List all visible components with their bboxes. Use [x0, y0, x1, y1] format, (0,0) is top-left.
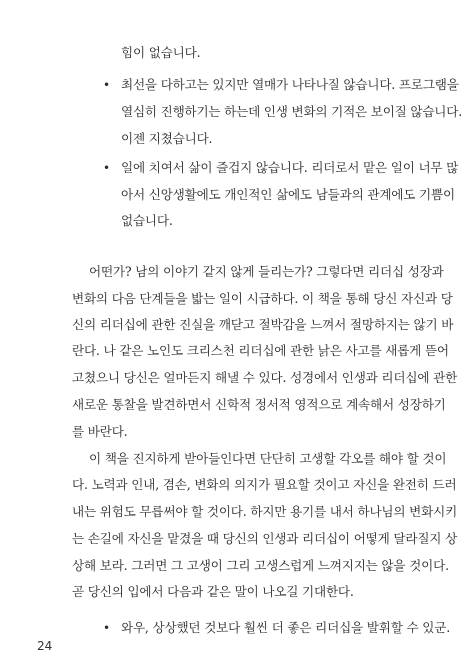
bullet-item-line: 일에 치여서 삶이 즐겁지 않습니다. 리더로서 맡은 일이 너무 많: [121, 159, 459, 175]
bullet-item-line: 열심히 진행하기는 하는데 인생 변화의 기적은 보이질 않습니다.: [121, 104, 462, 120]
page-number: 24: [37, 639, 53, 653]
paragraph-line: 새로운 통찰을 발견하면서 신학적 정서적 영적으로 계속해서 성장하기: [72, 396, 446, 412]
bullet-continuation-line: 힘이 없습니다.: [121, 44, 201, 60]
bullet-marker: •: [103, 78, 111, 93]
paragraph-line: 다. 노력과 인내, 겸손, 변화의 의지가 필요할 것이고 자신을 완전히 드러: [72, 477, 457, 493]
paragraph-line: 어떤가? 남의 이야기 같지 않게 들리는가? 그렇다면 리더십 성장과: [89, 263, 444, 279]
paragraph-line: 변화의 다음 단계들을 밟는 일이 시급하다. 이 책을 통해 당신 자신과 당: [72, 290, 453, 306]
paragraph-line: 이 책을 진지하게 받아들인다면 단단히 고생할 각오를 해야 할 것이: [89, 450, 447, 466]
bullet-marker: •: [103, 160, 111, 175]
paragraph-line: 를 바란다.: [72, 423, 128, 439]
paragraph-line: 내는 위험도 무릅써야 할 것이다. 하지만 용기를 내서 하나님의 변화시키: [72, 504, 458, 519]
paragraph-line: 신의 리더십에 관한 진실을 깨닫고 절박감을 느껴서 절망하지는 않기 바: [72, 316, 454, 332]
paragraph-line: 곧 당신의 입에서 다음과 같은 말이 나오길 기대한다.: [72, 584, 354, 600]
paragraph-line: 고쳤으니 당신은 얼마든지 해낼 수 있다. 성경에서 인생과 리더십에 관한: [72, 370, 458, 386]
paragraph-line: 는 손길에 자신을 맡겼을 때 당신의 인생과 리더십이 어떻게 달라질지 상: [72, 530, 458, 546]
bullet-item-line: 와우, 상상했던 것보다 훨씬 더 좋은 리더십을 발휘할 수 있군.: [121, 620, 451, 636]
bullet-item-line: 없습니다.: [121, 213, 173, 229]
bullet-marker: •: [103, 621, 111, 636]
paragraph-line: 상해 보라. 그러면 그 고생이 그리 고생스럽게 느껴지지는 않을 것이다.: [72, 557, 449, 573]
bullet-item-line: 최선을 다하고는 있지만 열매가 나타나질 않습니다. 프로그램을: [121, 77, 459, 93]
paragraph-line: 란다. 나 같은 노인도 크리스천 리더십에 관한 낡은 사고를 새롭게 뜯어: [72, 343, 449, 359]
bullet-item-line: 아서 신앙생활에도 개인적인 삶에도 남들과의 관계에도 기쁨이: [121, 186, 455, 202]
bullet-item-line: 이젠 지쳤습니다.: [121, 131, 213, 146]
